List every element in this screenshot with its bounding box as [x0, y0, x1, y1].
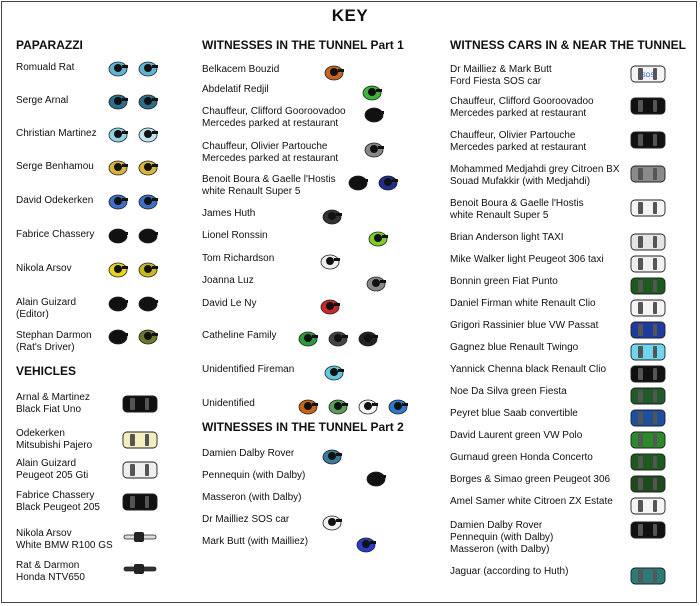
witness-item: [202, 174, 352, 198]
witness2-item: [202, 470, 352, 482]
row-label: Serge Benhamou: [16, 161, 94, 172]
row-label: Yannick Chenna black Renault Clio: [450, 364, 607, 375]
paparazzi-item: [16, 195, 108, 207]
vehicle-item: [16, 428, 126, 452]
car-icon: [630, 364, 666, 384]
witness-icon: [318, 294, 342, 318]
page-title: KEY: [331, 6, 369, 25]
witness-item: [202, 106, 352, 130]
row-label: Benoit Boura & Gaelle l'Hostis white Renault Super 5: [450, 198, 584, 221]
witness-item: [202, 84, 352, 96]
row-label: Mark Butt (with Mailliez): [202, 536, 309, 547]
witness-item: [202, 275, 352, 287]
row-label: Amel Samer white Citroen ZX Estate: [450, 496, 613, 507]
witness-icon: [326, 394, 350, 418]
witness-icons: [318, 249, 342, 273]
witness-car-item: [450, 566, 630, 578]
car-icon: [630, 320, 666, 340]
row-label: Rat & Darmon Honda NTV650: [16, 560, 85, 583]
witness-icon: [296, 326, 320, 350]
car-icon: [630, 198, 666, 218]
row-label: Damien Dalby Rover: [202, 448, 295, 459]
car-icon: [630, 520, 666, 540]
row-label: Chauffeur, Olivier Partouche Mercedes parked at restaurant: [450, 130, 587, 153]
witness-car-icons: [630, 232, 666, 252]
witness-icon: [356, 326, 380, 350]
row-label: Noe Da Silva green Fiesta: [450, 386, 567, 397]
vehicle-icons: [122, 430, 158, 450]
row-label: Alain Guizard (Editor): [16, 297, 77, 320]
witness-icons: [366, 226, 390, 250]
row-label: Lionel Ronssin: [202, 230, 268, 241]
witness-car-item: [450, 386, 630, 398]
paparazzi-icons: [106, 257, 160, 281]
row-label: Serge Arnal: [16, 95, 69, 106]
witness-car-item: [450, 298, 630, 310]
witness-icon: [356, 394, 380, 418]
witness-icon: [376, 170, 400, 194]
witness-car-item: [450, 64, 630, 88]
witness-car-icons: [630, 430, 666, 450]
witness-icons: [322, 360, 346, 384]
paparazzi-item: [16, 297, 108, 321]
witness-icon: [360, 80, 384, 104]
vehicles-heading: VEHICLES: [16, 364, 77, 378]
witness-icons: [364, 271, 388, 295]
witness-icons: [360, 80, 384, 104]
row-label: Jaguar (according to Huth): [450, 566, 569, 577]
photographer-icon: [136, 122, 160, 146]
row-label: Nikola Arsov: [16, 263, 72, 274]
witness-car-item: [450, 276, 630, 288]
photographer-icon: [136, 89, 160, 113]
row-label: David Le Ny: [202, 298, 257, 309]
vehicle-item: [16, 458, 126, 482]
vehicle-icons: [122, 492, 158, 512]
car-icon: [630, 232, 666, 252]
witness-icons: [296, 326, 380, 350]
motorbike-icon: [122, 562, 158, 576]
photographer-icon: [136, 155, 160, 179]
witness-car-icons: [630, 96, 666, 116]
witness-car-icons: [630, 254, 666, 274]
witness2-item: [202, 492, 352, 504]
witness-icon: [320, 204, 344, 228]
row-label: Mohammed Medjahdi grey Citroen BX Souad Mufakkir (with Medjahdi): [450, 164, 620, 187]
witness-icon: [364, 271, 388, 295]
vehicle-icons: [122, 530, 158, 544]
witness-car-item: [450, 130, 630, 154]
paparazzi-icons: [106, 223, 160, 247]
witness-icon: [362, 137, 386, 161]
car-icon: [630, 96, 666, 116]
witness-icons: [318, 294, 342, 318]
witness-car-icons: [630, 320, 666, 340]
car-icon: [122, 492, 158, 512]
row-label: Romuald Rat: [16, 62, 75, 73]
paparazzi-icons: [106, 56, 160, 80]
row-label: David Odekerken: [16, 195, 94, 206]
sos-badge-text: SOS: [641, 73, 655, 79]
car-icon: [630, 164, 666, 184]
witness-car-item: [450, 254, 630, 266]
vehicle-item: [16, 392, 126, 416]
car-icon: [630, 408, 666, 428]
witness2-icons: [320, 510, 344, 534]
witness-icons: [346, 170, 400, 194]
witness-car-icons: [630, 130, 666, 150]
witness-car-icons: [630, 496, 666, 516]
witness-car-item: [450, 496, 630, 508]
witness-icons: [362, 102, 386, 126]
paparazzi-icons: [106, 122, 160, 146]
car-icon: [630, 474, 666, 494]
witness-icon: [362, 102, 386, 126]
witness-car-icons: [630, 298, 666, 318]
motorbike-icon: [122, 530, 158, 544]
paparazzi-item: [16, 229, 108, 241]
car-icon: [122, 460, 158, 480]
vehicle-icons: [122, 394, 158, 414]
witness-car-item: [450, 96, 630, 120]
witness-car-item: [450, 430, 630, 442]
car-icon: [630, 298, 666, 318]
row-label: Unidentified: [202, 398, 255, 409]
photographer-icon: [136, 56, 160, 80]
car-icon: [630, 386, 666, 406]
witness-icon: [322, 360, 346, 384]
witness2-item: [202, 536, 352, 548]
witness-icons: [320, 204, 344, 228]
row-label: Joanna Luz: [202, 275, 254, 286]
witness-car-icons: [630, 474, 666, 494]
row-label: Grigori Rassinier blue VW Passat: [450, 320, 599, 331]
tunnel1-heading: WITNESSES IN THE TUNNEL Part 1: [202, 38, 404, 52]
row-label: Fabrice Chassery: [16, 229, 95, 240]
witness-car-item: [450, 364, 630, 376]
witness-car-item: [450, 320, 630, 332]
witness-car-icons: [630, 342, 666, 362]
row-label: Alain Guizard Peugeot 205 Gti: [16, 458, 89, 481]
row-label: Masseron (with Dalby): [202, 492, 302, 503]
witness-car-item: [450, 198, 630, 222]
paparazzi-heading: PAPARAZZI: [16, 38, 83, 52]
witness-icon: [326, 326, 350, 350]
car-icon: [630, 452, 666, 472]
witness-car-item: [450, 452, 630, 464]
row-label: Daniel Firman white Renault Clio: [450, 298, 596, 309]
car-icon: [630, 342, 666, 362]
vehicle-item: [16, 528, 126, 552]
paparazzi-item: [16, 263, 108, 275]
photographer-icon: [106, 89, 130, 113]
row-label: Borges & Simao green Peugeot 306: [450, 474, 611, 485]
paparazzi-item: [16, 330, 108, 354]
row-label: Damien Dalby Rover Pennequin (with Dalby) Masseron (with Dalby): [450, 520, 554, 555]
row-label: Tom Richardson: [202, 253, 275, 264]
vehicle-icons: [122, 562, 158, 576]
row-label: James Huth: [202, 208, 256, 219]
paparazzi-icons: [106, 291, 160, 315]
vehicle-icons: [122, 460, 158, 480]
row-label: Belkacem Bouzid: [202, 64, 280, 75]
car-icon: [630, 64, 666, 84]
witness-icon: [320, 444, 344, 468]
witness-car-icons: [630, 276, 666, 296]
paparazzi-item: [16, 161, 108, 173]
witness-icon: [322, 60, 346, 84]
photographer-icon: [136, 291, 160, 315]
paparazzi-item: [16, 62, 108, 74]
paparazzi-item: [16, 95, 108, 107]
row-label: Pennequin (with Dalby): [202, 470, 306, 481]
witness2-icons: [354, 532, 378, 556]
row-label: Christian Martinez: [16, 128, 97, 139]
row-label: Arnal & Martinez Black Fiat Uno: [16, 392, 90, 415]
photographer-icon: [106, 257, 130, 281]
row-label: Catheline Family: [202, 330, 277, 341]
witness-icon: [386, 394, 410, 418]
witness-car-icons: [630, 364, 666, 384]
witness-car-item: [450, 474, 630, 486]
row-label: Chauffeur, Clifford Gooroovadoo Mercedes parked at restaurant: [202, 106, 346, 129]
row-label: Abdelatif Redjil: [202, 84, 269, 95]
witness-icon: [354, 532, 378, 556]
witness-icon: [296, 394, 320, 418]
row-label: Nikola Arsov White BMW R100 GS: [16, 528, 113, 551]
car-icon: [630, 496, 666, 516]
witness-icons: [296, 394, 410, 418]
witness-item: [202, 141, 352, 165]
row-label: Chauffeur, Clifford Gooroovadoo Mercedes parked at restaurant: [450, 96, 594, 119]
witness-car-item: [450, 520, 630, 556]
row-label: Brian Anderson light TAXI: [450, 232, 564, 243]
photographer-icon: [136, 324, 160, 348]
photographer-icon: [106, 223, 130, 247]
photographer-icon: [106, 291, 130, 315]
row-label: Mike Walker light Peugeot 306 taxi: [450, 254, 604, 265]
witness-item: [202, 230, 352, 242]
car-icon: [630, 430, 666, 450]
vehicle-item: [16, 490, 126, 514]
witness-icons: [322, 60, 346, 84]
witness-car-item: [450, 408, 630, 420]
paparazzi-icons: [106, 89, 160, 113]
witness-icons: [362, 137, 386, 161]
witness2-icons: [364, 466, 388, 490]
witness-car-icons: [630, 164, 666, 184]
car-icon: [122, 394, 158, 414]
row-label: Dr Mailliez & Mark Butt Ford Fiesta SOS car: [450, 64, 552, 87]
witness-car-icons: [630, 566, 666, 586]
row-label: Chauffeur, Olivier Partouche Mercedes parked at restaurant: [202, 141, 339, 164]
car-icon: [630, 566, 666, 586]
witness-icon: [346, 170, 370, 194]
row-label: Bonnin green Fiat Punto: [450, 276, 558, 287]
photographer-icon: [106, 155, 130, 179]
witness-icon: [366, 226, 390, 250]
row-label: Gurnaud green Honda Concerto: [450, 452, 593, 463]
row-label: Unidentified Fireman: [202, 364, 295, 375]
photographer-icon: [136, 189, 160, 213]
witness-car-item: [450, 164, 630, 188]
witness-car-icons: [630, 386, 666, 406]
car-icon: [122, 430, 158, 450]
row-label: Dr Mailliez SOS car: [202, 514, 290, 525]
witness-car-item: [450, 232, 630, 244]
witness-icon: [364, 466, 388, 490]
photographer-icon: [106, 324, 130, 348]
row-label: Fabrice Chassery Black Peugeot 205: [16, 490, 100, 513]
witness-car-item: [450, 342, 630, 354]
tunnel2-heading: WITNESSES IN THE TUNNEL Part 2: [202, 420, 404, 434]
vehicle-item: [16, 560, 126, 584]
paparazzi-icons: [106, 189, 160, 213]
row-label: Odekerken Mitsubishi Pajero: [16, 428, 93, 451]
row-label: Benoit Boura & Gaelle l'Hostis white Renault Super 5: [202, 174, 336, 197]
photographer-icon: [106, 122, 130, 146]
photographer-icon: [106, 189, 130, 213]
car-icon: [630, 130, 666, 150]
photographer-icon: [106, 56, 130, 80]
paparazzi-icons: [106, 155, 160, 179]
row-label: Gagnez blue Renault Twingo: [450, 342, 579, 353]
row-label: Stephan Darmon (Rat's Driver): [16, 330, 92, 353]
witness-icon: [320, 510, 344, 534]
car-icon: [630, 254, 666, 274]
witness-car-icons: [630, 452, 666, 472]
car-icon: [630, 276, 666, 296]
witness-car-icons: [630, 520, 666, 540]
witness-icon: [318, 249, 342, 273]
witness-car-icons: [630, 64, 666, 84]
paparazzi-item: [16, 128, 108, 140]
row-label: David Laurent green VW Polo: [450, 430, 583, 441]
witness-car-icons: [630, 408, 666, 428]
paparazzi-icons: [106, 324, 160, 348]
row-label: Peyret blue Saab convertible: [450, 408, 578, 419]
witness-car-icons: [630, 198, 666, 218]
photographer-icon: [136, 257, 160, 281]
cars-heading: WITNESS CARS IN & NEAR THE TUNNEL: [450, 38, 687, 52]
photographer-icon: [136, 223, 160, 247]
witness2-icons: [320, 444, 344, 468]
